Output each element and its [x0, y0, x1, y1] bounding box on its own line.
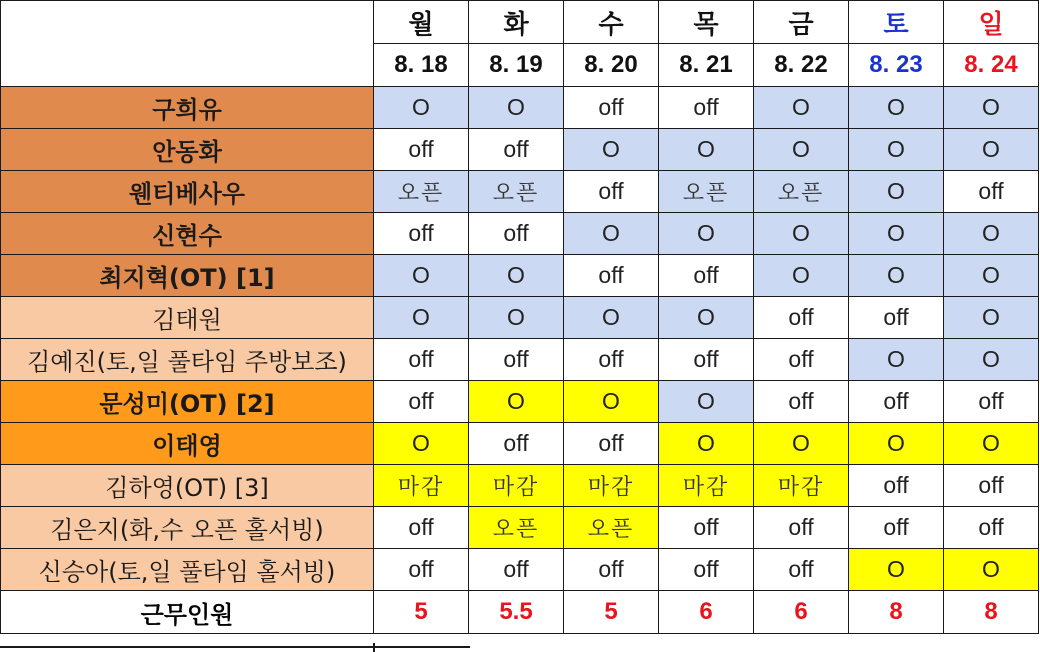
staff-row — [1, 549, 1039, 591]
shift-cell[interactable]: 마감 — [374, 465, 469, 507]
total-row — [1, 591, 1039, 634]
shift-cell[interactable]: O — [469, 255, 564, 297]
shift-cell[interactable]: off — [944, 507, 1039, 549]
shift-cell[interactable]: 오픈 — [754, 171, 849, 213]
total-count-cell: 8 — [849, 591, 944, 634]
shift-cell[interactable]: 마감 — [564, 465, 659, 507]
total-count-cell: 5 — [564, 591, 659, 634]
shift-cell[interactable]: off — [374, 129, 469, 171]
shift-cell[interactable]: O — [849, 255, 944, 297]
staff-name-cell: 웬티베사우 — [1, 171, 374, 213]
shift-cell[interactable]: O — [849, 549, 944, 591]
shift-cell[interactable]: off — [469, 339, 564, 381]
total-count-cell: 5 — [374, 591, 469, 634]
shift-cell[interactable]: O — [374, 87, 469, 129]
shift-cell[interactable]: O — [849, 213, 944, 255]
shift-cell[interactable]: off — [754, 507, 849, 549]
header-corner-cell — [1, 1, 374, 87]
shift-cell[interactable]: off — [469, 129, 564, 171]
shift-cell[interactable]: off — [944, 465, 1039, 507]
shift-cell[interactable]: O — [659, 381, 754, 423]
shift-cell[interactable]: O — [659, 297, 754, 339]
shift-cell[interactable]: off — [944, 381, 1039, 423]
shift-cell[interactable]: off — [469, 213, 564, 255]
shift-cell[interactable]: off — [564, 423, 659, 465]
shift-cell[interactable]: O — [849, 423, 944, 465]
shift-cell[interactable]: O — [944, 129, 1039, 171]
shift-cell[interactable]: off — [849, 381, 944, 423]
weekday-wed: 수 — [564, 1, 659, 44]
shift-cell[interactable]: off — [754, 381, 849, 423]
staff-row — [1, 255, 1039, 297]
shift-cell[interactable]: 오픈 — [659, 171, 754, 213]
staff-row — [1, 87, 1039, 129]
shift-cell[interactable]: off — [469, 423, 564, 465]
shift-cell[interactable]: off — [374, 507, 469, 549]
staff-row — [1, 465, 1039, 507]
shift-cell[interactable]: O — [849, 171, 944, 213]
shift-cell[interactable]: off — [564, 87, 659, 129]
staff-name-cell: 김예진(토,일 풀타임 주방보조) — [1, 339, 374, 381]
shift-cell[interactable]: off — [659, 507, 754, 549]
shift-cell[interactable]: O — [754, 255, 849, 297]
shift-cell[interactable]: O — [374, 297, 469, 339]
shift-cell[interactable]: O — [944, 549, 1039, 591]
shift-cell[interactable]: O — [849, 129, 944, 171]
staff-row — [1, 213, 1039, 255]
staff-name-cell: 이태영 — [1, 423, 374, 465]
staff-name-cell: 김태원 — [1, 297, 374, 339]
shift-cell[interactable]: O — [564, 129, 659, 171]
staff-row — [1, 423, 1039, 465]
shift-cell[interactable]: O — [944, 339, 1039, 381]
shift-cell[interactable]: off — [754, 339, 849, 381]
shift-cell[interactable]: O — [944, 87, 1039, 129]
shift-cell[interactable]: O — [849, 339, 944, 381]
shift-cell[interactable]: O — [944, 423, 1039, 465]
total-count-cell: 8 — [944, 591, 1039, 634]
shift-cell[interactable]: off — [564, 255, 659, 297]
date-tue: 8. 19 — [469, 44, 564, 87]
shift-cell[interactable]: O — [469, 297, 564, 339]
shift-cell[interactable]: 마감 — [469, 465, 564, 507]
shift-cell[interactable]: O — [469, 87, 564, 129]
shift-cell[interactable]: O — [754, 423, 849, 465]
staff-row — [1, 381, 1039, 423]
shift-cell[interactable]: off — [849, 465, 944, 507]
weekday-mon: 월 — [374, 1, 469, 44]
weekday-tue: 화 — [469, 1, 564, 44]
shift-cell[interactable]: 오픈 — [374, 171, 469, 213]
shift-cell[interactable]: off — [469, 549, 564, 591]
shift-cell[interactable]: off — [659, 255, 754, 297]
shift-cell[interactable]: O — [374, 423, 469, 465]
staff-name-cell: 신현수 — [1, 213, 374, 255]
shift-cell[interactable]: 오픈 — [564, 507, 659, 549]
date-fri: 8. 22 — [754, 44, 849, 87]
shift-cell[interactable]: O — [944, 213, 1039, 255]
staff-name-cell: 최지혁(OT) [1] — [1, 255, 374, 297]
total-count-cell: 5.5 — [469, 591, 564, 634]
shift-cell[interactable]: O — [944, 255, 1039, 297]
table-border-divider — [373, 643, 375, 652]
weekday-sat: 토 — [849, 1, 944, 44]
shift-cell[interactable]: off — [374, 213, 469, 255]
total-count-cell: 6 — [754, 591, 849, 634]
shift-cell[interactable]: O — [564, 213, 659, 255]
shift-cell[interactable]: O — [564, 297, 659, 339]
staff-name-cell: 신승아(토,일 풀타임 홀서빙) — [1, 549, 374, 591]
shift-cell[interactable]: O — [469, 381, 564, 423]
shift-cell[interactable]: off — [374, 381, 469, 423]
shift-cell[interactable]: off — [564, 339, 659, 381]
shift-cell[interactable]: off — [564, 171, 659, 213]
shift-cell[interactable]: 마감 — [754, 465, 849, 507]
staff-name-cell: 안동화 — [1, 129, 374, 171]
weekday-thu: 목 — [659, 1, 754, 44]
total-label-cell: 근무인원 — [1, 591, 374, 634]
date-wed: 8. 20 — [564, 44, 659, 87]
weekday-fri: 금 — [754, 1, 849, 44]
staff-row — [1, 129, 1039, 171]
shift-cell[interactable]: off — [944, 171, 1039, 213]
date-sun: 8. 24 — [944, 44, 1039, 87]
shift-cell[interactable]: O — [754, 129, 849, 171]
staff-name-cell: 문성미(OT) [2] — [1, 381, 374, 423]
shift-cell[interactable]: 마감 — [659, 465, 754, 507]
staff-row — [1, 507, 1039, 549]
shift-cell[interactable]: O — [659, 129, 754, 171]
shift-cell[interactable]: O — [374, 255, 469, 297]
shift-cell[interactable]: O — [944, 297, 1039, 339]
shift-cell[interactable]: off — [754, 549, 849, 591]
shift-cell[interactable]: off — [849, 507, 944, 549]
shift-cell[interactable]: off — [849, 297, 944, 339]
shift-cell[interactable]: O — [659, 423, 754, 465]
shift-cell[interactable]: O — [659, 213, 754, 255]
table-border-line — [0, 646, 470, 648]
shift-cell[interactable]: 오픈 — [469, 171, 564, 213]
shift-cell[interactable]: off — [659, 549, 754, 591]
shift-cell[interactable]: O — [564, 381, 659, 423]
next-table-edge — [0, 643, 470, 652]
staff-name-cell: 구희유 — [1, 87, 374, 129]
staff-name-cell: 김하영(OT) [3] — [1, 465, 374, 507]
shift-cell[interactable]: O — [754, 213, 849, 255]
date-mon: 8. 18 — [374, 44, 469, 87]
shift-cell[interactable]: off — [659, 339, 754, 381]
staff-name-cell: 김은지(화,수 오픈 홀서빙) — [1, 507, 374, 549]
shift-cell[interactable]: off — [659, 87, 754, 129]
shift-cell[interactable]: off — [564, 549, 659, 591]
shift-cell[interactable]: off — [374, 339, 469, 381]
date-thu: 8. 21 — [659, 44, 754, 87]
shift-cell[interactable]: off — [754, 297, 849, 339]
total-count-cell: 6 — [659, 591, 754, 634]
shift-cell[interactable]: O — [754, 87, 849, 129]
staff-row — [1, 171, 1039, 213]
shift-cell[interactable]: off — [374, 549, 469, 591]
weekday-sun: 일 — [944, 1, 1039, 44]
weekday-header-row — [1, 1, 1039, 44]
staff-row — [1, 297, 1039, 339]
shift-cell[interactable]: 오픈 — [469, 507, 564, 549]
shift-cell[interactable]: O — [849, 87, 944, 129]
date-sat: 8. 23 — [849, 44, 944, 87]
staff-row — [1, 339, 1039, 381]
